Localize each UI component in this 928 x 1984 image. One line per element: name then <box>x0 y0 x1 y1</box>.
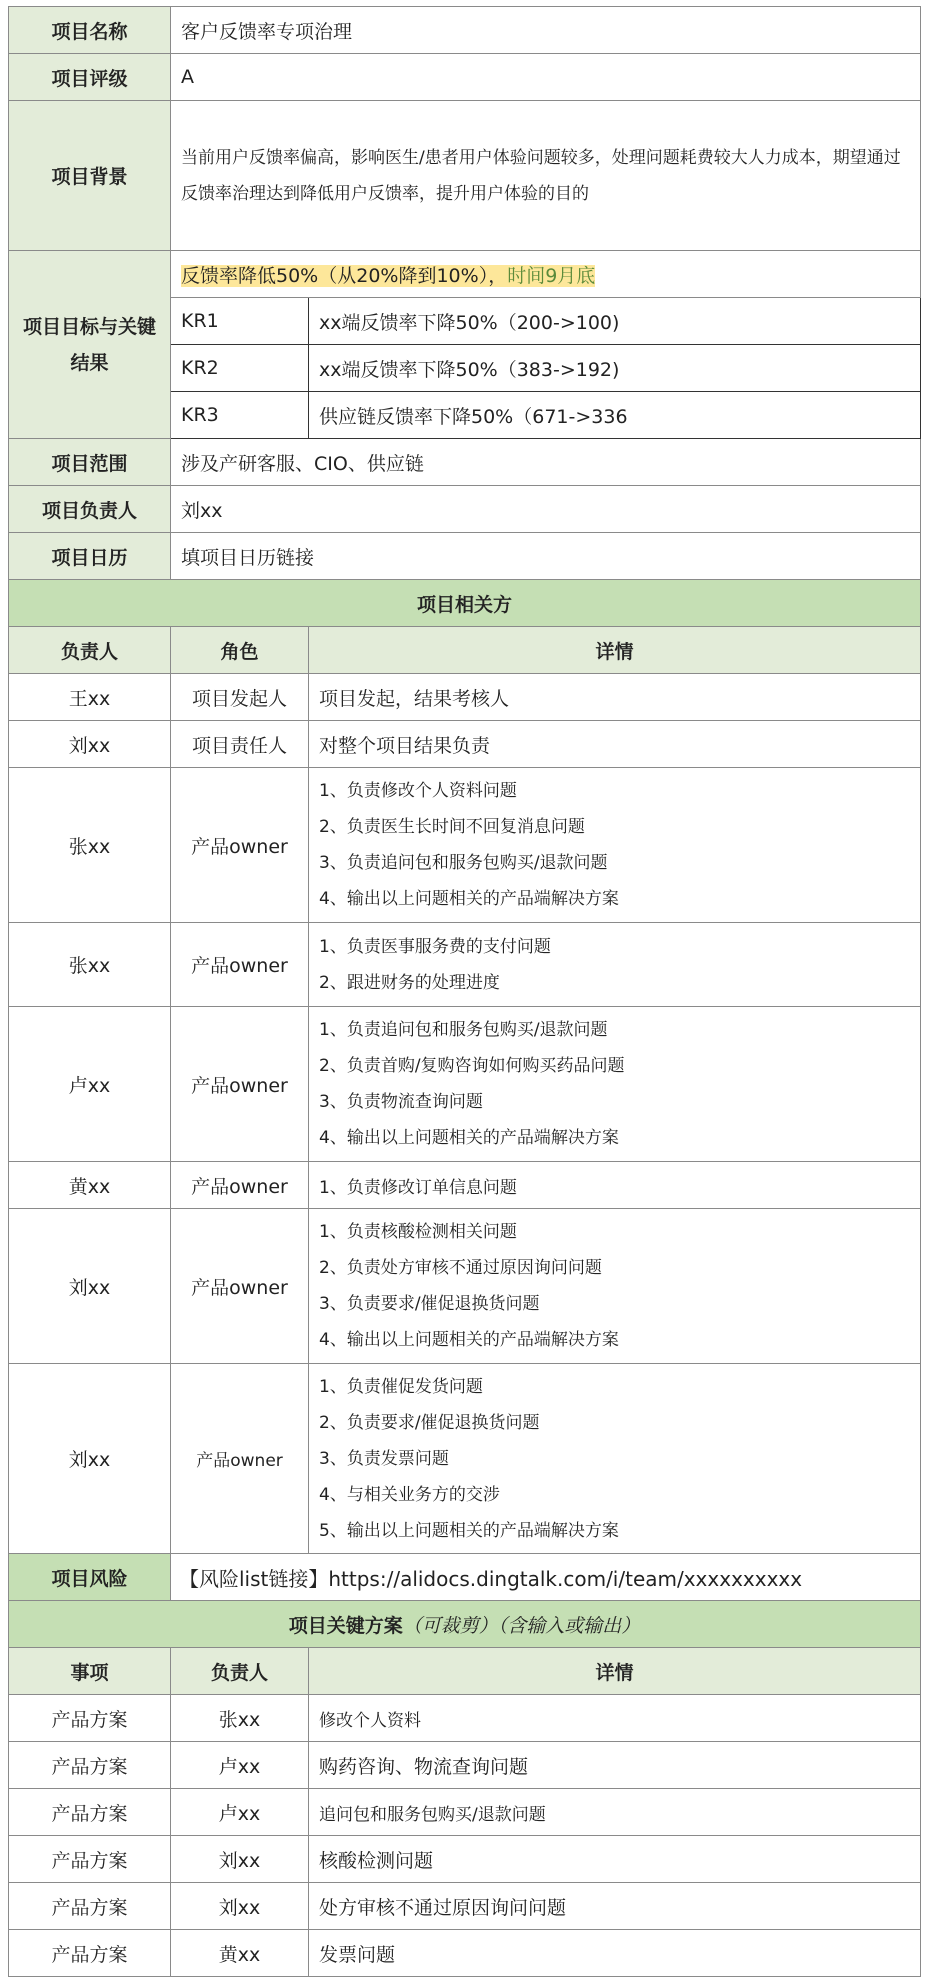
detail-line: 1、负责催促发货问题 <box>319 1376 483 1397</box>
detail-line: 1、负责追问包和服务包购买/退款问题 <box>319 1020 608 1040</box>
owner-label: 项目负责人 <box>9 486 171 533</box>
detail-line: 4、与相关业务方的交涉 <box>319 1484 500 1505</box>
column-header-item: 事项 <box>9 1648 171 1695</box>
solution-item[interactable]: 产品方案 <box>9 1836 171 1883</box>
column-header-person: 负责人 <box>9 627 171 674</box>
detail-line: 3、负责追问包和服务包购买/退款问题 <box>319 853 608 873</box>
stakeholder-person[interactable]: 刘xx <box>9 1209 171 1364</box>
detail-line: 1、负责医事服务费的支付问题 <box>319 936 551 957</box>
solution-owner[interactable]: 刘xx <box>171 1883 309 1930</box>
background-value[interactable]: 当前用户反馈率偏高，影响医生/患者用户体验问题较多，处理问题耗费较大人力成本，期望通过反馈率治理达到降低用户反馈率，提升用户体验的目的 <box>171 101 921 251</box>
solution-item[interactable]: 产品方案 <box>9 1883 171 1930</box>
solution-detail[interactable]: 修改个人资料 <box>309 1695 921 1742</box>
detail-line: 对整个项目结果负责 <box>319 734 491 757</box>
stakeholders-column-headers <box>9 627 921 674</box>
name-label: 项目名称 <box>9 7 171 54</box>
detail-line: 2、负责处方审核不通过原因询问问题 <box>319 1258 602 1278</box>
solution-owner[interactable]: 黄xx <box>171 1930 309 1977</box>
solution-owner[interactable]: 卢xx <box>171 1742 309 1789</box>
stakeholder-person[interactable]: 刘xx <box>9 1364 171 1554</box>
stakeholder-role[interactable]: 产品owner <box>171 768 309 923</box>
stakeholder-details[interactable] <box>309 768 921 923</box>
column-header-owner: 负责人 <box>171 1648 309 1695</box>
stakeholder-row <box>9 1364 921 1554</box>
solution-row <box>9 1883 921 1930</box>
solution-detail[interactable]: 购药咨询、物流查询问题 <box>309 1742 921 1789</box>
kr-text[interactable]: 供应链反馈率下降50%（671->336 <box>309 392 921 439</box>
solution-row <box>9 1742 921 1789</box>
project-charter-table <box>8 6 921 1977</box>
stakeholder-details[interactable] <box>309 1162 921 1209</box>
solution-row <box>9 1695 921 1742</box>
detail-line: 3、负责发票问题 <box>319 1448 449 1469</box>
solution-detail[interactable]: 处方审核不通过原因询问问题 <box>309 1883 921 1930</box>
solution-owner[interactable]: 张xx <box>171 1695 309 1742</box>
solution-owner[interactable]: 刘xx <box>171 1836 309 1883</box>
stakeholder-role[interactable]: 项目责任人 <box>171 721 309 768</box>
stakeholder-details[interactable] <box>309 923 921 1007</box>
row-risk <box>9 1554 921 1601</box>
stakeholder-details[interactable] <box>309 674 921 721</box>
stakeholder-row <box>9 721 921 768</box>
row-grade <box>9 54 921 101</box>
column-header-details: 详情 <box>309 627 921 674</box>
row-background <box>9 101 921 251</box>
solutions-section-header <box>9 1601 921 1648</box>
solutions-title-note: （可裁剪）（含输入或输出） <box>402 1614 641 1637</box>
name-value[interactable]: 客户反馈率专项治理 <box>171 7 921 54</box>
stakeholder-row <box>9 1007 921 1162</box>
solution-detail[interactable]: 发票问题 <box>309 1930 921 1977</box>
risk-link[interactable]: 【风险list链接】https://alidocs.dingtalk.com/i/team/xxxxxxxxxx <box>171 1554 921 1601</box>
detail-line: 2、负责医生长时间不回复消息问题 <box>319 817 585 837</box>
stakeholder-details[interactable] <box>309 1209 921 1364</box>
calendar-label: 项目日历 <box>9 533 171 580</box>
solution-item[interactable]: 产品方案 <box>9 1695 171 1742</box>
kr-text[interactable]: xx端反馈率下降50%（383->192) <box>309 345 921 392</box>
detail-line: 2、跟进财务的处理进度 <box>319 972 500 993</box>
row-calendar <box>9 533 921 580</box>
goal-objective-cell[interactable] <box>171 251 921 298</box>
stakeholder-role[interactable]: 产品owner <box>171 1162 309 1209</box>
stakeholder-details[interactable] <box>309 1007 921 1162</box>
solution-item[interactable]: 产品方案 <box>9 1930 171 1977</box>
detail-line: 项目发起，结果考核人 <box>319 687 510 710</box>
solution-detail[interactable]: 核酸检测问题 <box>309 1836 921 1883</box>
kr-text[interactable]: xx端反馈率下降50%（200->100) <box>309 298 921 345</box>
owner-value[interactable]: 刘xx <box>171 486 921 533</box>
detail-line: 3、负责要求/催促退换货问题 <box>319 1294 540 1314</box>
stakeholders-section-header <box>9 580 921 627</box>
stakeholder-role[interactable]: 产品owner <box>171 1209 309 1364</box>
solutions-column-headers <box>9 1648 921 1695</box>
solution-item[interactable]: 产品方案 <box>9 1789 171 1836</box>
column-header-detail: 详情 <box>309 1648 921 1695</box>
background-label: 项目背景 <box>9 101 171 251</box>
kr-id: KR3 <box>171 392 309 439</box>
row-scope <box>9 439 921 486</box>
goal-objective: 反馈率降低50%（从20%降到10%）， <box>181 264 508 287</box>
stakeholder-person[interactable]: 张xx <box>9 923 171 1007</box>
stakeholder-row <box>9 1209 921 1364</box>
stakeholder-person[interactable]: 张xx <box>9 768 171 923</box>
solution-item[interactable]: 产品方案 <box>9 1742 171 1789</box>
scope-value[interactable]: 涉及产研客服、CIO、供应链 <box>171 439 921 486</box>
scope-label: 项目范围 <box>9 439 171 486</box>
risk-label: 项目风险 <box>9 1554 171 1601</box>
detail-line: 4、输出以上问题相关的产品端解决方案 <box>319 1128 619 1148</box>
stakeholder-row <box>9 674 921 721</box>
grade-label: 项目评级 <box>9 54 171 101</box>
solutions-title-cell <box>9 1601 921 1648</box>
detail-line: 1、负责修改订单信息问题 <box>319 1177 517 1198</box>
stakeholder-person[interactable]: 刘xx <box>9 721 171 768</box>
detail-line: 5、输出以上问题相关的产品端解决方案 <box>319 1520 619 1541</box>
stakeholder-person[interactable]: 卢xx <box>9 1007 171 1162</box>
stakeholder-row <box>9 768 921 923</box>
stakeholder-row <box>9 923 921 1007</box>
stakeholder-role[interactable]: 产品owner <box>171 1364 309 1554</box>
grade-value[interactable]: A <box>171 54 921 101</box>
row-owner <box>9 486 921 533</box>
detail-line: 4、输出以上问题相关的产品端解决方案 <box>319 1330 619 1350</box>
goal-deadline: 时间9月底 <box>507 264 596 287</box>
solutions-title: 项目关键方案 <box>288 1614 403 1637</box>
detail-line: 4、输出以上问题相关的产品端解决方案 <box>319 889 619 909</box>
solution-row <box>9 1789 921 1836</box>
solution-detail[interactable]: 追问包和服务包购买/退款问题 <box>309 1789 921 1836</box>
row-name <box>9 7 921 54</box>
stakeholder-details[interactable] <box>309 1364 921 1554</box>
solution-row <box>9 1836 921 1883</box>
kr-id: KR1 <box>171 298 309 345</box>
solution-owner[interactable]: 卢xx <box>171 1789 309 1836</box>
stakeholder-person[interactable]: 黄xx <box>9 1162 171 1209</box>
detail-line: 2、负责要求/催促退换货问题 <box>319 1412 540 1433</box>
stakeholder-role[interactable]: 产品owner <box>171 923 309 1007</box>
stakeholder-row <box>9 1162 921 1209</box>
stakeholders-title: 项目相关方 <box>9 580 921 627</box>
calendar-value[interactable]: 填项目日历链接 <box>171 533 921 580</box>
stakeholder-role[interactable]: 产品owner <box>171 1007 309 1162</box>
detail-line: 1、负责修改个人资料问题 <box>319 781 517 801</box>
detail-line: 2、负责首购/复购咨询如何购买药品问题 <box>319 1056 625 1076</box>
column-header-role: 角色 <box>171 627 309 674</box>
kr-id: KR2 <box>171 345 309 392</box>
stakeholder-person[interactable]: 王xx <box>9 674 171 721</box>
detail-line: 1、负责核酸检测相关问题 <box>319 1222 517 1242</box>
solution-row <box>9 1930 921 1977</box>
goal-label: 项目目标与关键结果 <box>9 251 171 439</box>
stakeholder-details[interactable] <box>309 721 921 768</box>
row-goal <box>9 251 921 298</box>
detail-line: 3、负责物流查询问题 <box>319 1092 483 1112</box>
stakeholder-role[interactable]: 项目发起人 <box>171 674 309 721</box>
